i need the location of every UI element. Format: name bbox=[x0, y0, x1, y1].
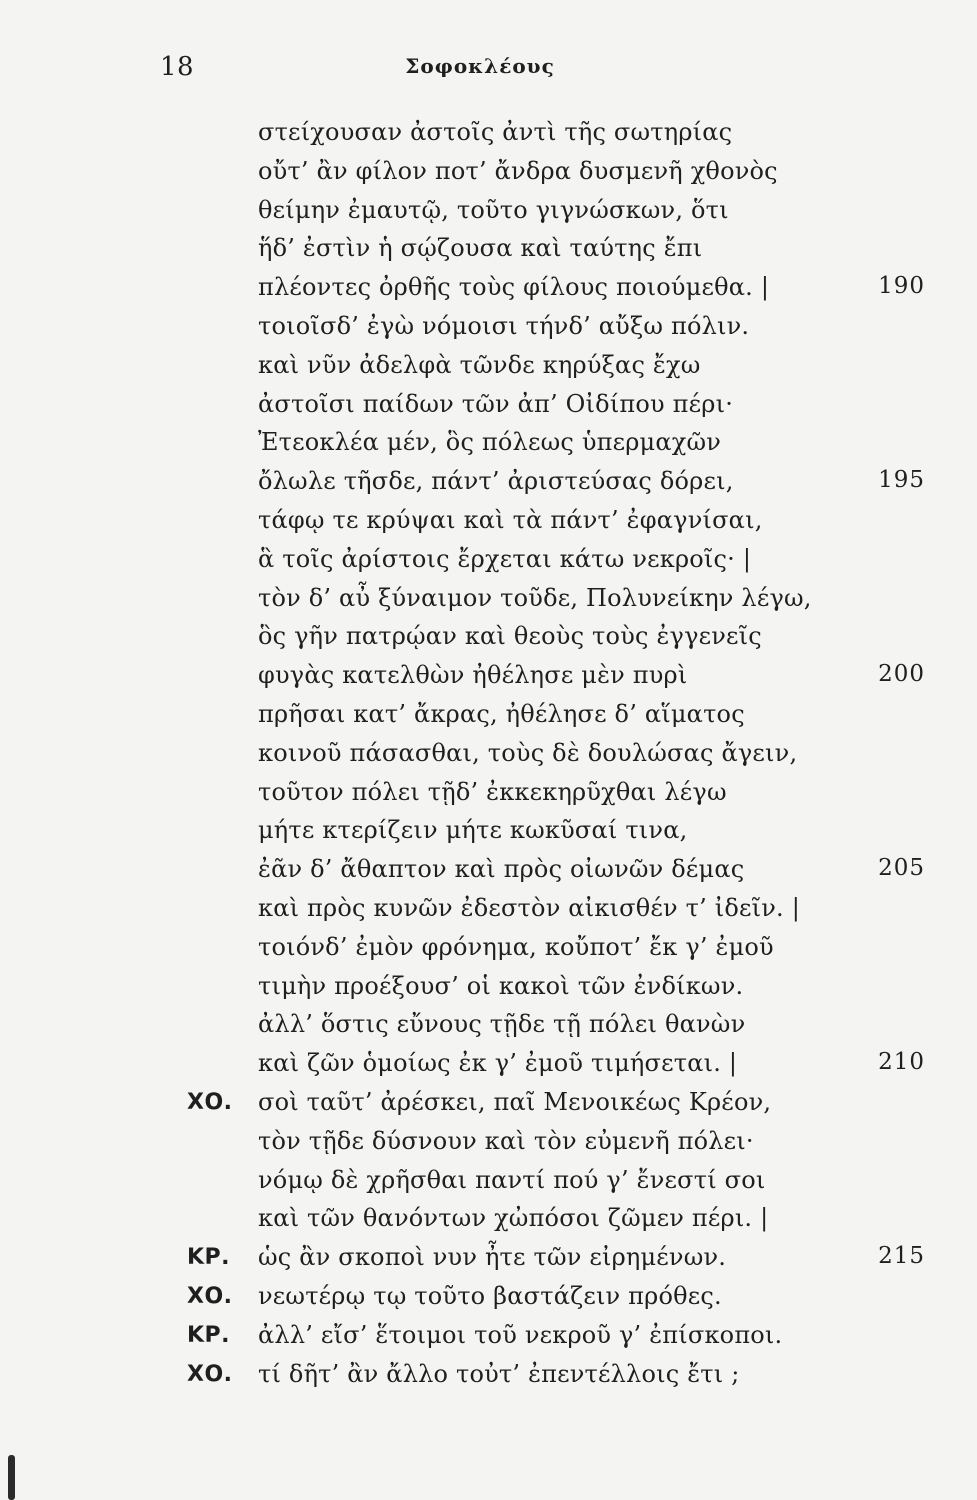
verse-text: νόμῳ δὲ χρῆσθαι παντί πού γ’ ἔνεστί σοι bbox=[258, 1165, 766, 1194]
verse-text: κοινοῦ πάσασθαι, τοὺς δὲ δουλώσας ἄγειν, bbox=[258, 738, 798, 767]
verse-line bbox=[0, 351, 977, 390]
verse-line bbox=[0, 1204, 977, 1243]
verse-line bbox=[0, 622, 977, 661]
speaker-label: ΧΟ. bbox=[187, 1283, 233, 1309]
verse-line bbox=[0, 157, 977, 196]
verse-line bbox=[0, 1088, 977, 1127]
line-number: 195 bbox=[878, 467, 925, 494]
verse-line bbox=[0, 1360, 977, 1399]
verse-text: τὸν τῇδε δύσνουν καὶ τὸν εὐμενῆ πόλει· bbox=[258, 1126, 754, 1155]
speaker-label: ΚΡ. bbox=[187, 1245, 231, 1271]
verse-line bbox=[0, 1010, 977, 1049]
line-number: 205 bbox=[878, 855, 925, 882]
speaker-label: ΚΡ. bbox=[187, 1322, 231, 1348]
verse-text: καὶ τῶν θανόντων χὠπόσοι ζῶμεν πέρι. | bbox=[258, 1204, 769, 1233]
verse-text: σοὶ ταῦτ’ ἀρέσκει, παῖ Μενοικέως Κρέον, bbox=[258, 1087, 772, 1116]
verse-text: ἀλλ’ εἴσ’ ἕτοιμοι τοῦ νεκροῦ γ’ ἐπίσκοποι. bbox=[258, 1320, 783, 1349]
verse-line bbox=[0, 1127, 977, 1166]
verse-line bbox=[0, 1321, 977, 1360]
speaker-label: ΧΟ. bbox=[187, 1089, 233, 1115]
verse-text: τοιοῖσδ’ ἐγὼ νόμοισι τήνδ’ αὔξω πόλιν. bbox=[258, 311, 750, 340]
verse-text: καὶ πρὸς κυνῶν ἐδεστὸν αἰκισθέν τ’ ἰδεῖν. | bbox=[258, 893, 800, 922]
verse-text: καὶ νῦν ἀδελφὰ τῶνδε κηρύξας ἔχω bbox=[258, 350, 701, 379]
verse-line bbox=[0, 506, 977, 545]
verse-line bbox=[0, 739, 977, 778]
page-header bbox=[160, 52, 800, 92]
line-number: 215 bbox=[878, 1243, 925, 1270]
line-number: 210 bbox=[878, 1049, 925, 1076]
verse-text: τὸν δ’ αὖ ξύναιμον τοῦδε, Πολυνείκην λέγω, bbox=[258, 583, 812, 612]
verse-line bbox=[0, 584, 977, 623]
verse-text: νεωτέρῳ τῳ τοῦτο βαστάζειν πρόθες. bbox=[258, 1281, 722, 1310]
verse-line bbox=[0, 390, 977, 429]
verse-text: οὔτ’ ἂν φίλον ποτ’ ἄνδρα δυσμενῆ χθονὸς bbox=[258, 156, 778, 185]
verse-text: μήτε κτερίζειν μήτε κωκῦσαί τινα, bbox=[258, 816, 688, 845]
verse-line bbox=[0, 467, 977, 506]
verse-line bbox=[0, 894, 977, 933]
verse-line bbox=[0, 196, 977, 235]
verse-text: ἀλλ’ ὅστις εὔνους τῇδε τῇ πόλει θανὼν bbox=[258, 1010, 746, 1039]
verse-line bbox=[0, 816, 977, 855]
verse-line bbox=[0, 1282, 977, 1321]
verse-line bbox=[0, 312, 977, 351]
margin-ink-mark bbox=[8, 1455, 15, 1500]
verse-block bbox=[0, 118, 977, 1398]
verse-text: στείχουσαν ἀστοῖς ἀντὶ τῆς σωτηρίας bbox=[258, 118, 733, 146]
verse-line bbox=[0, 855, 977, 894]
page-number: 18 bbox=[160, 52, 195, 82]
verse-line bbox=[0, 1049, 977, 1088]
verse-text: ὃς γῆν πατρῴαν καὶ θεοὺς τοὺς ἐγγενεῖς bbox=[258, 622, 762, 651]
verse-line bbox=[0, 1243, 977, 1282]
verse-text: καὶ ζῶν ὁμοίως ἐκ γ’ ἐμοῦ τιμήσεται. | bbox=[258, 1049, 738, 1078]
verse-text: τάφῳ τε κρύψαι καὶ τὰ πάντ’ ἐφαγνίσαι, bbox=[258, 505, 763, 534]
verse-text: Ἐτεοκλέα μέν, ὃς πόλεως ὑπερμαχῶν bbox=[258, 428, 722, 457]
line-number: 200 bbox=[878, 661, 925, 688]
verse-line bbox=[0, 545, 977, 584]
verse-text: πρῆσαι κατ’ ἄκρας, ἠθέλησε δ’ αἵματος bbox=[258, 699, 745, 728]
verse-text: πλέοντες ὀρθῆς τοὺς φίλους ποιούμεθα. | bbox=[258, 273, 770, 302]
verse-line bbox=[0, 778, 977, 817]
verse-text: φυγὰς κατελθὼν ἠθέλησε μὲν πυρὶ bbox=[258, 661, 688, 690]
verse-text: ὄλωλε τῆσδε, πάντ’ ἀριστεύσας δόρει, bbox=[258, 467, 734, 496]
verse-text: τοιόνδ’ ἐμὸν φρόνημα, κοὔποτ’ ἔκ γ’ ἐμοῦ bbox=[258, 932, 774, 961]
line-number: 190 bbox=[878, 273, 925, 300]
verse-text: τοῦτον πόλει τῇδ’ ἐκκεκηρῦχθαι λέγω bbox=[258, 777, 727, 806]
verse-line bbox=[0, 428, 977, 467]
verse-line bbox=[0, 700, 977, 739]
speaker-label: ΧΟ. bbox=[187, 1361, 233, 1387]
verse-line bbox=[0, 234, 977, 273]
verse-text: τί δῆτ’ ἂν ἄλλο τοὐτ’ ἐπεντέλλοις ἔτι ; bbox=[258, 1359, 740, 1388]
verse-line bbox=[0, 972, 977, 1011]
verse-line bbox=[0, 1166, 977, 1205]
verse-text: ἥδ’ ἐστὶν ἡ σῴζουσα καὶ ταύτης ἔπι bbox=[258, 234, 703, 263]
verse-text: ἀστοῖσι παίδων τῶν ἀπ’ Οἰδίπου πέρι· bbox=[258, 389, 734, 418]
running-title: Σοφοκλέους bbox=[405, 54, 555, 78]
verse-line bbox=[0, 273, 977, 312]
verse-line bbox=[0, 661, 977, 700]
verse-line bbox=[0, 933, 977, 972]
verse-line bbox=[0, 118, 977, 157]
verse-text: θείμην ἐμαυτῷ, τοῦτο γιγνώσκων, ὅτι bbox=[258, 195, 729, 224]
verse-text: ὡς ἂν σκοποὶ νυν ἦτε τῶν εἰρημένων. bbox=[258, 1243, 727, 1272]
verse-text: ἃ τοῖς ἀρίστοις ἔρχεται κάτω νεκροῖς· | bbox=[258, 544, 752, 573]
verse-text: τιμὴν προέξουσ’ οἱ κακοὶ τῶν ἐνδίκων. bbox=[258, 971, 744, 1000]
verse-text: ἐᾶν δ’ ἄθαπτον καὶ πρὸς οἰωνῶν δέμας bbox=[258, 855, 745, 884]
